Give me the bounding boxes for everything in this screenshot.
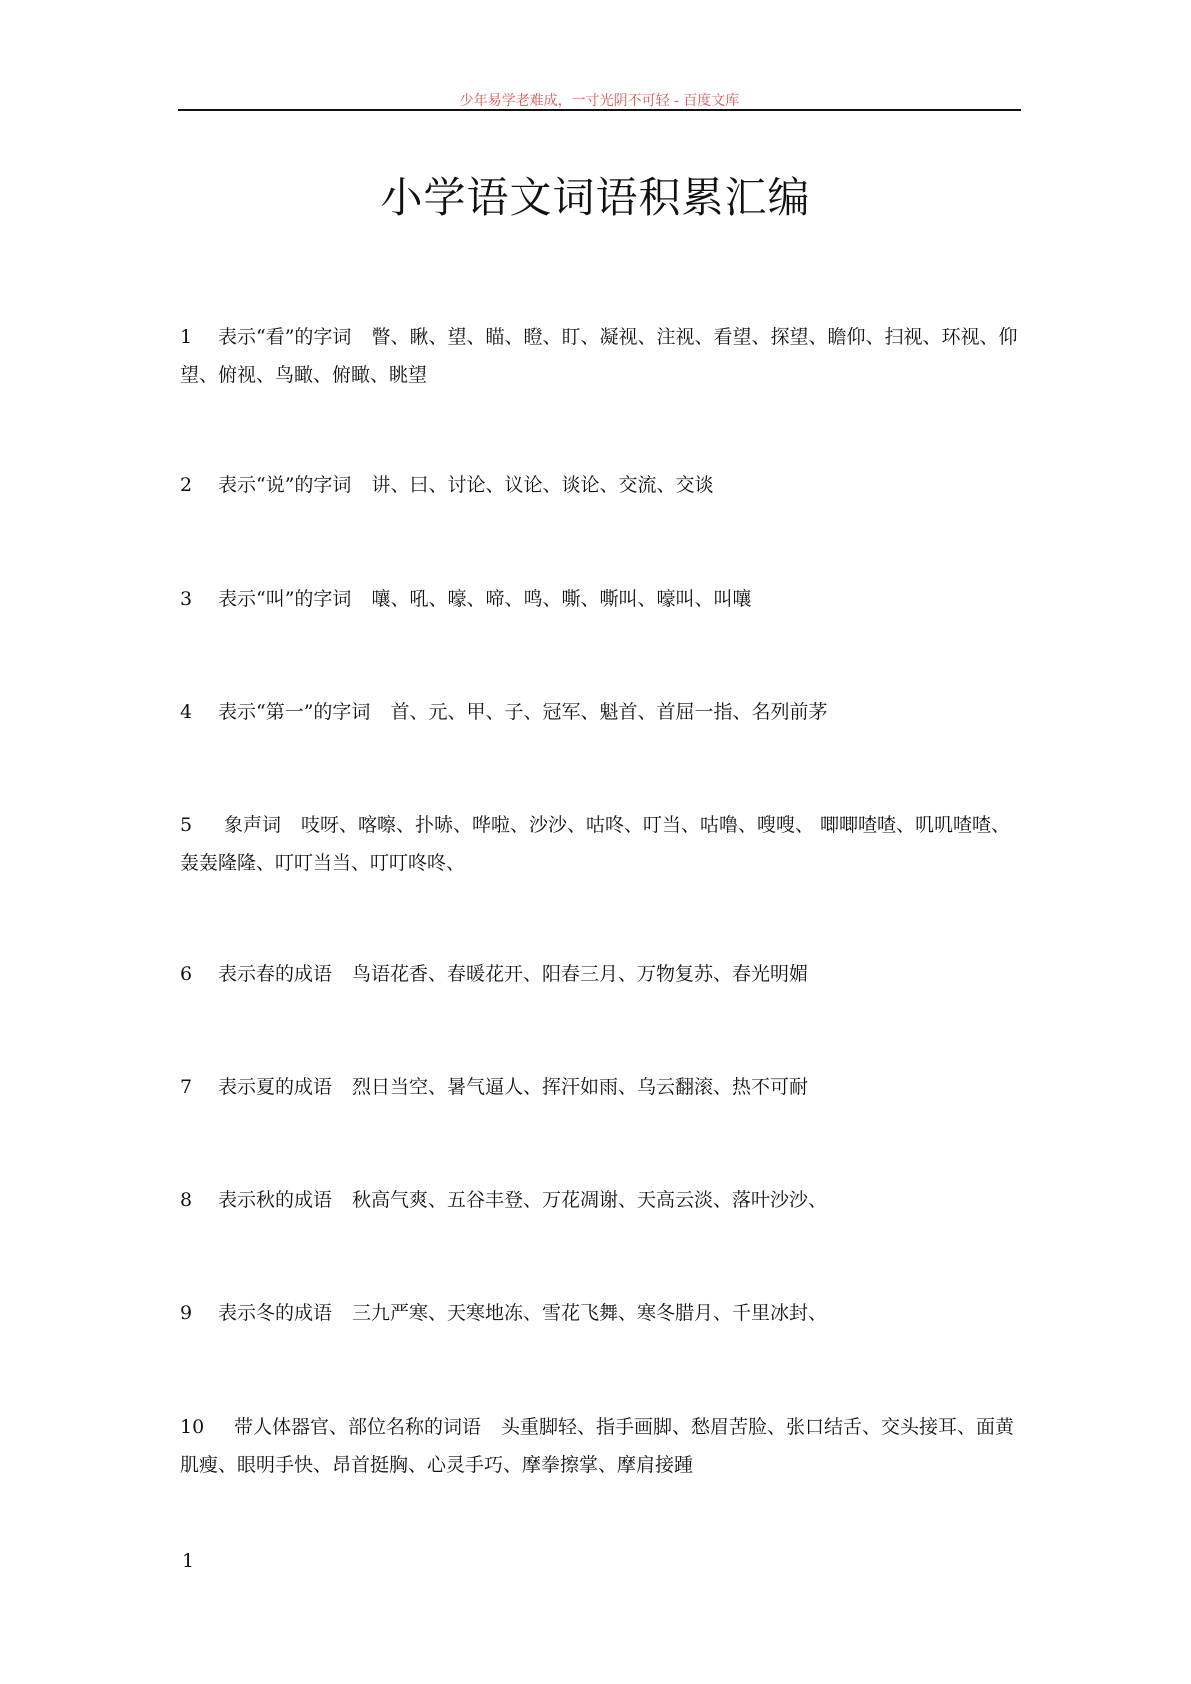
- entry-words: 秋高气爽、五谷丰登、万花凋谢、天高云淡、落叶沙沙、: [352, 1189, 828, 1211]
- entry-category: 表示“说”的字词: [218, 474, 352, 496]
- page-header: 少年易学老难成，一寸光阴不可轻 - 百度文库: [459, 93, 740, 109]
- entry-words: 嚷、吼、嚎、啼、鸣、嘶、嘶叫、嚎叫、叫嚷: [371, 588, 752, 610]
- entry-number: 5: [180, 814, 193, 836]
- entry-category: 表示冬的成语: [218, 1302, 333, 1324]
- entry-category: 表示春的成语: [218, 963, 333, 985]
- entry-category: 表示秋的成语: [218, 1189, 333, 1211]
- entry-1: [180, 318, 1020, 394]
- entry-words: 瞥、瞅、望、瞄、瞪、盯、凝视、注视、看望、探望、瞻仰、扫视、环视、仰望、俯视、鸟瞰、俯瞰、眺望: [180, 326, 1018, 386]
- entry-words: 烈日当空、暑气逼人、挥汗如雨、乌云翻滚、热不可耐: [352, 1076, 809, 1098]
- entry-category: 带人体器官、部位名称的词语: [234, 1416, 482, 1438]
- entry-number: 6: [180, 963, 193, 985]
- entry-words: 头重脚轻、指手画脚、愁眉苦脸、张口结舌、交头接耳、面黄肌瘦、眼明手快、昂首挺胸、心灵手巧、摩拳擦掌、摩肩接踵: [180, 1416, 1015, 1476]
- entry-number: 10: [180, 1416, 205, 1438]
- entry-words: 首、元、甲、子、冠军、魁首、首屈一指、名列前茅: [390, 701, 828, 723]
- entry-8: [180, 1181, 1020, 1219]
- entry-category: 表示夏的成语: [218, 1076, 333, 1098]
- entry-number: 1: [180, 326, 193, 348]
- entry-category: 象声词: [224, 814, 282, 836]
- entry-words: 三九严寒、天寒地冻、雪花飞舞、寒冬腊月、千里冰封、: [352, 1302, 828, 1324]
- entry-words: 讲、曰、讨论、议论、谈论、交流、交谈: [371, 474, 714, 496]
- entry-category: 表示“看”的字词: [218, 326, 352, 348]
- entry-7: [180, 1068, 1020, 1106]
- entry-number: 7: [180, 1076, 193, 1098]
- entry-3: [180, 580, 1020, 618]
- header-divider: [178, 109, 1021, 111]
- entry-category: 表示“第一”的字词: [218, 701, 371, 723]
- document-title: 小学语文词语积累汇编: [380, 173, 811, 222]
- entry-number: 4: [180, 701, 193, 723]
- entry-5: [180, 806, 1020, 882]
- page-number: 1: [182, 1550, 195, 1572]
- entry-number: 9: [180, 1302, 193, 1324]
- entry-words: 吱呀、喀嚓、扑哧、哗啦、沙沙、咕咚、叮当、咕噜、嗖嗖、 唧唧喳喳、叽叽喳喳、轰轰隆隆、叮叮当当、叮叮咚咚、: [180, 814, 1011, 874]
- entry-words: 鸟语花香、春暖花开、阳春三月、万物复苏、春光明媚: [352, 963, 809, 985]
- entry-10: [180, 1408, 1020, 1484]
- entry-2: [180, 466, 1020, 504]
- entry-4: [180, 693, 1020, 731]
- entry-number: 2: [180, 474, 193, 496]
- entry-number: 8: [180, 1189, 193, 1211]
- entry-number: 3: [180, 588, 193, 610]
- entry-6: [180, 955, 1020, 993]
- entry-category: 表示“叫”的字词: [218, 588, 352, 610]
- entry-9: [180, 1294, 1020, 1332]
